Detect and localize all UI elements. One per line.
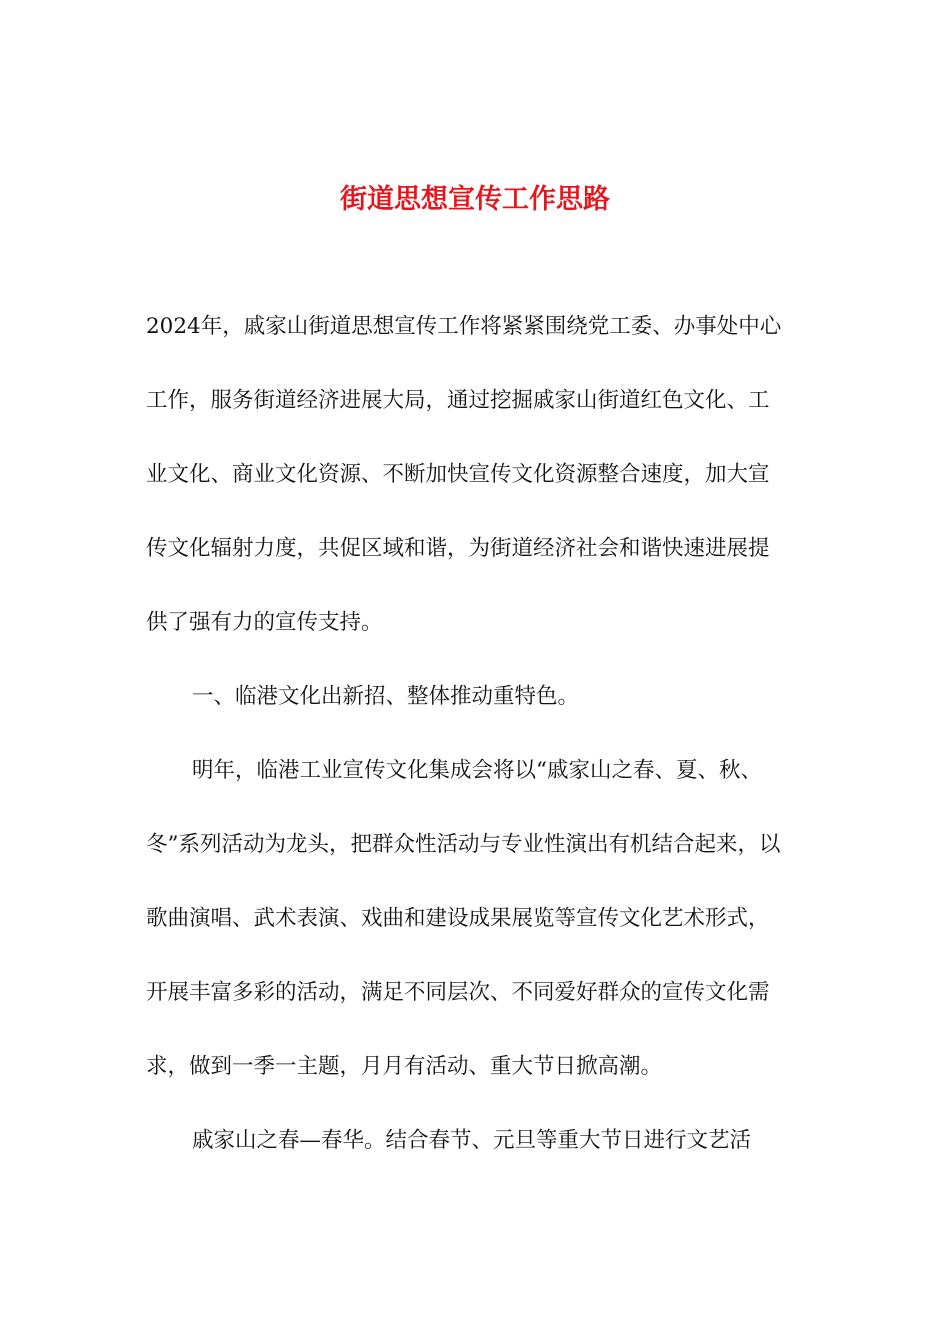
paragraph-line: 明年，临港工业宣传文化集成会将以“戚家山之春、夏、秋、 [192,758,762,783]
paragraph-line: 戚家山之春—春华。结合春节、元旦等重大节日进行文艺活 [192,1128,752,1153]
paragraph-line: 传文化辐射力度，共促区域和谐，为街道经济社会和谐快速进展提 [146,536,770,561]
paragraph-line: 歌曲演唱、武术表演、戏曲和建设成果展览等宣传文化艺术形式， [146,906,770,931]
document-title: 街道思想宣传工作思路 [340,184,610,215]
paragraph-intro [146,290,806,1178]
paragraph-line: 开展丰富多彩的活动，满足不同层次、不同爱好群众的宣传文化需 [146,980,770,1005]
paragraph-line: 业文化、商业文化资源、不断加快宣传文化资源整合速度，加大宣 [146,462,770,487]
paragraph-line: 求，做到一季一主题，月月有活动、重大节日掀高潮。 [146,1054,663,1079]
paragraph-line: 冬”系列活动为龙头，把群众性活动与专业性演出有机结合起来，以 [146,832,781,857]
paragraph-line: 2024年，戚家山街道思想宣传工作将紧紧围绕党工委、办事处中心 [146,314,782,339]
paragraph-line: 工作，服务街道经济进展大局，通过挖掘戚家山街道红色文化、工 [146,388,770,413]
section-heading: 一、临港文化出新招、整体推动重特色。 [192,684,580,709]
paragraph-line: 供了强有力的宣传支持。 [146,610,383,635]
